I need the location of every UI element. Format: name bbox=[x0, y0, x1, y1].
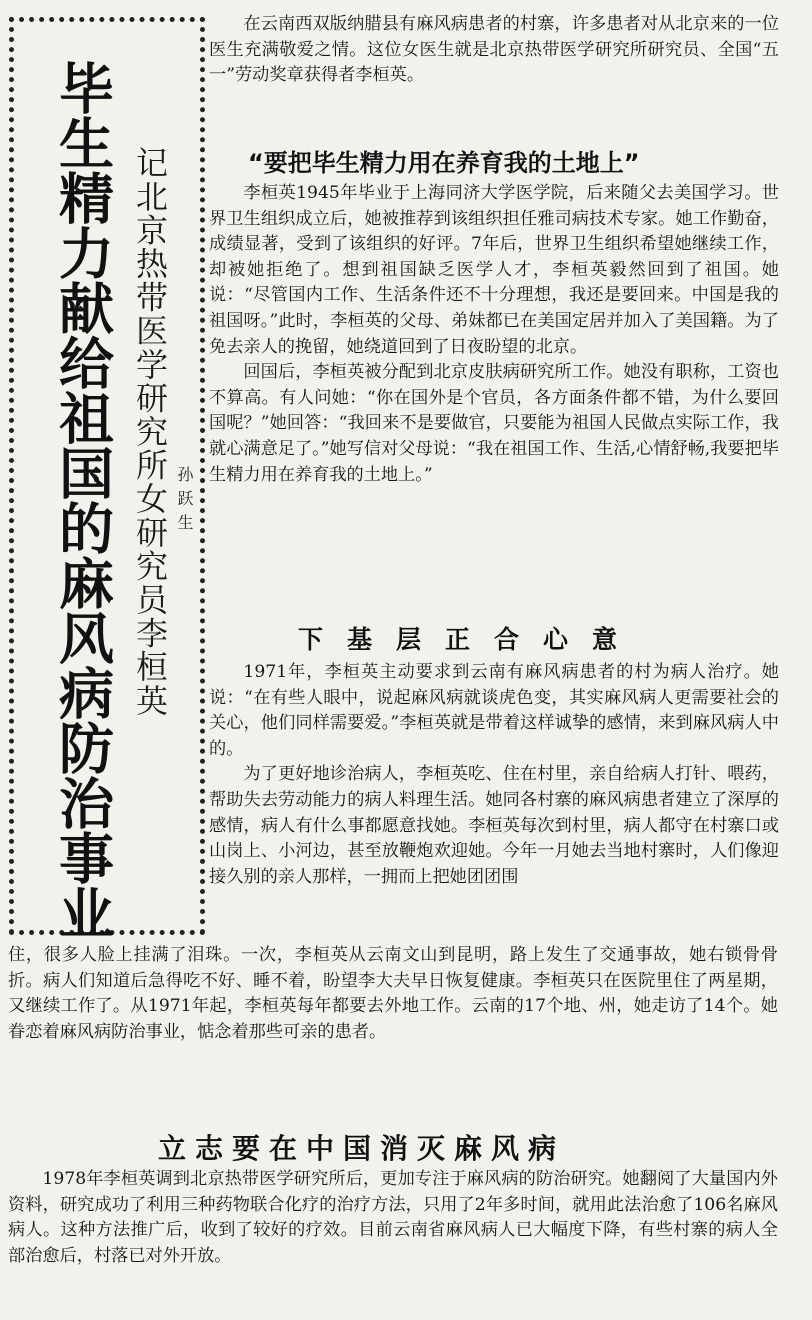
section-heading-3: 立志要在中国消灭麻风病 bbox=[158, 1132, 566, 1165]
paragraph: 1978年李桓英调到北京热带医学研究所后，更加专注于麻风病的防治研究。她翻阅了大量国内外资料，研究成功了利用三种药物联合化疗的治疗方法，只用了2年多时间，就用此法治愈了106名麻风病人。这种方法推广后，收到了较好的疗效。目前云南省麻风病人已大幅度下降，有些村寨的病人全部治愈后，村落已对外开放。 bbox=[8, 1169, 778, 1266]
paragraph: 回国后，李桓英被分配到北京皮肤病研究所工作。她没有职称，工资也不算高。有人问她：“你在国外是个官员，各方面条件都不错，为什么要回国呢？”她回答：“我回来不是要做官，只要能为祖国人民做点实际工作，我就心满意足了。”她写信对父母说：“我在祖国工作、生活,心情舒畅,我要把毕生精力用在养育我的土地上。” bbox=[209, 362, 779, 485]
section3-body bbox=[8, 1167, 778, 1269]
section-heading-1: “要把毕生精力用在养育我的土地上” bbox=[248, 149, 640, 177]
intro-paragraph: 在云南西双版纳腊县有麻风病患者的村寨，许多患者对从北京来的一位医生充满敬爱之情。这位女医生就是北京热带医学研究所研究员、全国“五一”劳动奖章获得者李桓英。 bbox=[209, 14, 779, 86]
paragraph: 1971年，李桓英主动要求到云南有麻风病患者的村为病人治疗。她说：“在有些人眼中，说起麻风病就谈虎色变，其实麻风病人更需要社会的关心，他们同样需要爱。”李桓英就是带着这样诚挚的感情，来到麻风病人中的。 bbox=[209, 662, 779, 759]
paragraph: 李桓英1945年毕业于上海同济大学医学院，后来随父去美国学习。世界卫生组织成立后，她被推荐到该组织担任雅司病技术专家。她工作勤奋，成绩显著，受到了该组织的好评。7年后，世界卫生组织希望她继续工作，却被她拒绝了。想到祖国缺乏医学人才，李桓英毅然回到了祖国。她说：“尽管国内工作、生活条件还不十分理想，我还是要回来。中国是我的祖国呀。”此时，李桓英的父母、弟妹都已在美国定居并加入了美国籍。为了免去亲人的挽留，她绕道回到了日夜盼望的北京。 bbox=[209, 183, 779, 357]
intro-block bbox=[209, 12, 779, 89]
article-title: 毕生精力献给祖国的麻风病防治事业 bbox=[50, 60, 114, 940]
section1-body bbox=[209, 181, 779, 488]
author-byline: 孙跃生 bbox=[175, 466, 194, 538]
section2-body bbox=[209, 660, 779, 890]
paragraph: 住，很多人脸上挂满了泪珠。一次，李桓英从云南文山到昆明，路上发生了交通事故，她右锁骨骨折。病人们知道后急得吃不好、睡不着，盼望李大夫早日恢复健康。李桓英只在医院里住了两星期，又继续工作了。从1971年起，李桓英每年都要去外地工作。云南的17个地、州，她走访了14个。她眷恋着麻风病防治事业，惦念着那些可亲的患者。 bbox=[8, 945, 778, 1042]
article-subtitle: 记北京热带医学研究所女研究员李桓英 bbox=[131, 146, 169, 718]
section2-body-continued bbox=[8, 943, 778, 1045]
paragraph: 为了更好地诊治病人，李桓英吃、住在村里，亲自给病人打针、喂药，帮助失去劳动能力的病人料理生活。她同各村寨的麻风病患者建立了深厚的感情，病人有什么事都愿意找她。李桓英每次到村里，病人都守在村寨口或山岗上、小河边，甚至放鞭炮欢迎她。今年一月她去当地村寨时，人们像迎接久别的亲人那样，一拥而上把她团团围 bbox=[209, 764, 779, 887]
section-heading-2: 下基层正合心意 bbox=[298, 625, 642, 654]
